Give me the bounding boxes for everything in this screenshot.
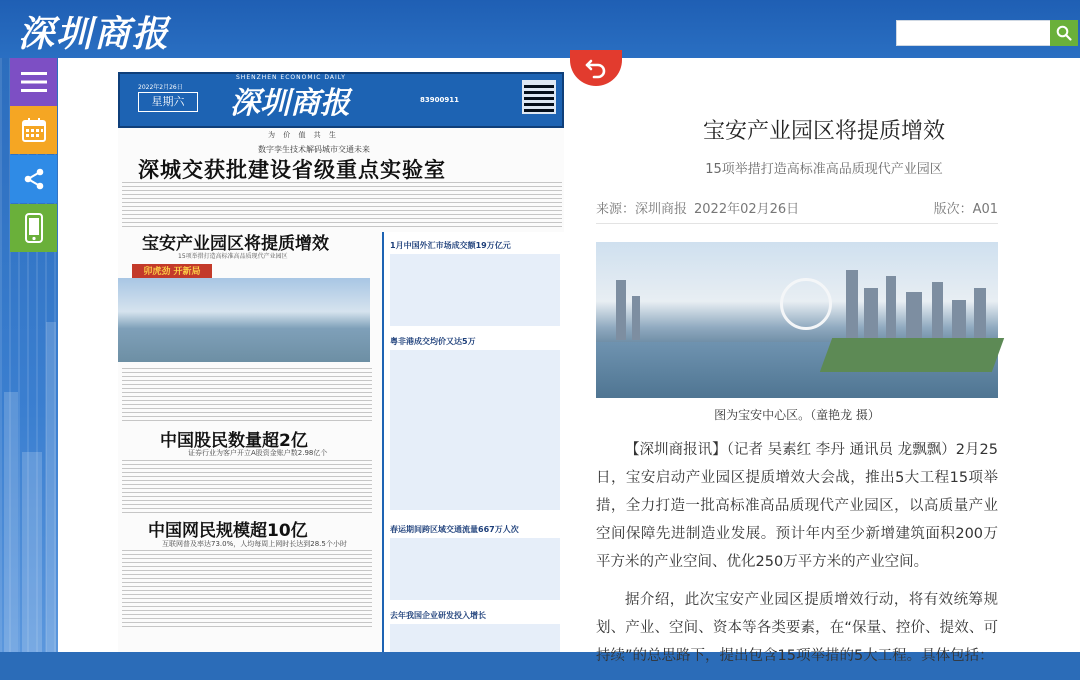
paper-headline1[interactable]: 深城交获批建设省级重点实验室 bbox=[138, 158, 446, 182]
paper-masthead-en: SHENZHEN ECONOMIC DAILY bbox=[236, 74, 346, 81]
paper-tag: 卯虎劲 开新局 bbox=[132, 264, 212, 280]
paper-date: 2022年2月26日 bbox=[138, 84, 183, 91]
article-paragraph: 【深圳商报讯】（记者 吴素红 李丹 通讯员 龙飘飘）2月25日，宝安启动产业园区提质增效大会战，推出5大工程15项举措，全力打造一批高标准高品质现代产业园区，以高质量产业空间保障先进制造业发展。预计年内至少新增建筑面积200万平方米的产业空间、优化250万平方米的产业空间。 bbox=[596, 442, 998, 570]
article-subtitle: 15项举措打造高标准高品质现代产业园区 bbox=[705, 162, 943, 177]
paper-headline3[interactable]: 中国股民数量超2亿 bbox=[160, 431, 308, 451]
paper-headline3-sub: 证券行业为客户开立A股资金账户数2.98亿个 bbox=[188, 449, 328, 457]
paper-headline2[interactable]: 宝安产业园区将提质增效 bbox=[142, 234, 329, 254]
newspaper-page-panel bbox=[58, 58, 568, 652]
paper-text-block bbox=[122, 460, 372, 514]
menu-button[interactable] bbox=[10, 58, 57, 106]
paper-text-block bbox=[122, 550, 372, 630]
paper-headline4-sub: 互联网普及率达73.0%，人均每周上网时长达到28.5个小时 bbox=[162, 540, 347, 548]
share-button[interactable] bbox=[10, 155, 57, 203]
paper-masthead bbox=[118, 72, 564, 128]
paper-weekday: 星期六 bbox=[138, 92, 198, 112]
article-meta bbox=[596, 198, 998, 224]
article-page: 版次：A01 bbox=[933, 202, 998, 217]
paper-headline4[interactable]: 中国网民规模超10亿 bbox=[148, 521, 308, 541]
paper-right-infographic bbox=[390, 538, 560, 600]
article-photo-caption: 图为宝安中心区。（童艳龙 摄） bbox=[714, 408, 880, 422]
paper-text-block bbox=[122, 182, 562, 228]
article-body bbox=[596, 436, 998, 680]
site-logo[interactable]: 深圳商报 bbox=[18, 13, 171, 55]
top-bar bbox=[0, 0, 1080, 58]
newspaper-page-image[interactable] bbox=[118, 72, 564, 652]
calendar-button[interactable] bbox=[10, 106, 57, 154]
article-source: 来源：深圳商报 bbox=[596, 202, 688, 217]
paper-right-infographic bbox=[390, 624, 560, 652]
paper-headline2-sub: 15项举措打造高标准高品质现代产业园区 bbox=[178, 253, 288, 260]
paper-right-headline4[interactable]: 去年我国企业研发投入增长 bbox=[390, 611, 486, 620]
paper-headline1-kicker: 数字孪生技术解码城市交通未来 bbox=[258, 145, 370, 154]
paper-right-infographic bbox=[390, 254, 560, 326]
mobile-button[interactable] bbox=[10, 204, 57, 252]
menu-icon bbox=[21, 71, 47, 93]
paper-masthead-title: 深圳商报 bbox=[230, 86, 350, 121]
paper-photo bbox=[118, 278, 370, 362]
paper-right-infographic bbox=[390, 350, 560, 510]
paper-right-headline2[interactable]: 粤非港成交均价又达5万 bbox=[390, 337, 476, 346]
mobile-phone-icon bbox=[25, 213, 43, 243]
paper-right-headline3[interactable]: 春运期间跨区域交通流量667万人次 bbox=[390, 525, 519, 534]
share-icon bbox=[22, 167, 46, 191]
calendar-icon bbox=[21, 117, 47, 143]
search-button[interactable] bbox=[1050, 20, 1078, 46]
paper-phone: 83900911 bbox=[420, 96, 459, 104]
back-arrow-icon bbox=[584, 57, 608, 79]
paper-text-block bbox=[122, 368, 372, 424]
article-photo[interactable] bbox=[596, 242, 998, 398]
search-input[interactable] bbox=[896, 20, 1052, 46]
search-icon bbox=[1056, 25, 1072, 41]
article-title: 宝安产业园区将提质增效 bbox=[702, 119, 945, 144]
paper-right-headline1[interactable]: 1月中国外汇市场成交额19万亿元 bbox=[390, 241, 511, 250]
qr-code-icon bbox=[522, 80, 556, 114]
article-paragraph: 据介绍，此次宝安产业园区提质增效行动，将有效统筹规划、产业、空间、资本等各类要素，在“保量、控价、提效、可持续”的总思路下，提出包含15项举措的5大工程。具体包括： bbox=[596, 592, 998, 664]
article-date: 2022年02月26日 bbox=[694, 202, 800, 217]
paper-slogan: 为 价 值 共 生 bbox=[268, 131, 339, 139]
paper-right-column bbox=[382, 232, 564, 652]
ferris-wheel bbox=[780, 278, 832, 330]
